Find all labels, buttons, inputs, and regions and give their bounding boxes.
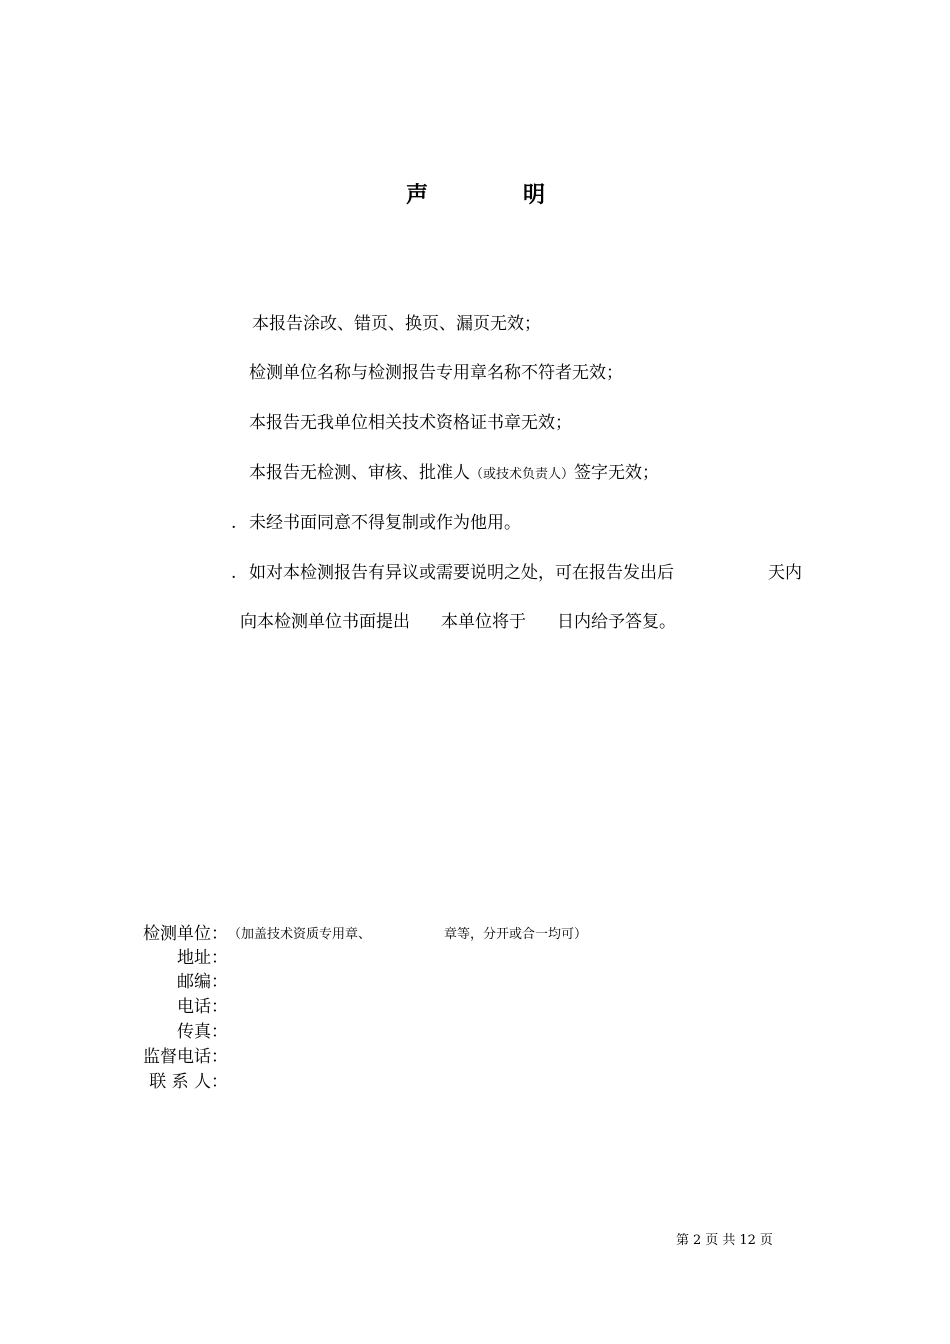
statement-2: 检测单位名称与检测报告专用章名称不符者无效； [249,363,623,383]
footer-total: 12 [739,1233,756,1248]
supervision-phone-label: 监督电话： [143,1047,228,1067]
statement-5: 未经书面同意不得复制或作为他用。 [249,513,521,533]
statement-6-marker: . [231,563,237,583]
statement-4-tail: 签字无效； [574,463,660,483]
statement-6-continued-3: 日内给予答复。 [557,612,676,632]
contact-person-label: 联 系 人： [149,1072,228,1092]
statement-6-continued-1: 向本检测单位书面提出 [240,612,410,632]
page-number-footer [676,1232,777,1250]
footer-mid2: 共 [722,1233,736,1248]
footer-suffix: 页 [759,1233,773,1248]
footer-page: 2 [693,1233,702,1248]
statement-4-main: 本报告无检测、审核、批准人 [249,463,470,483]
statement-4-note: （或技术负责人） [470,467,575,482]
postcode-label: 邮编： [177,972,228,992]
title-char-1: 声 [406,183,429,208]
address-label: 地址： [177,948,228,968]
statement-1: 本报告涂改、错页、换页、漏页无效； [252,314,541,334]
statement-3: 本报告无我单位相关技术资格证书章无效； [249,413,572,433]
statement-6-tail: 天内 [768,563,802,583]
statement-6-continued-2: 本单位将于 [441,612,526,632]
footer-prefix: 第 [676,1233,690,1248]
statement-4 [249,462,659,486]
statement-5-marker: . [231,513,237,533]
unit-label: 检测单位： [143,924,228,944]
phone-label: 电话： [177,997,228,1017]
unit-note-2: 章等，分开或合一均可） [444,927,588,942]
title-char-2: 明 [523,183,546,208]
fax-label: 传真： [177,1022,228,1042]
statement-6: 如对本检测报告有异议或需要说明之处，可在报告发出后 [249,563,674,583]
page-title [0,178,950,208]
footer-mid1: 页 [705,1233,719,1248]
unit-note-1: （加盖技术资质专用章、 [228,927,372,942]
